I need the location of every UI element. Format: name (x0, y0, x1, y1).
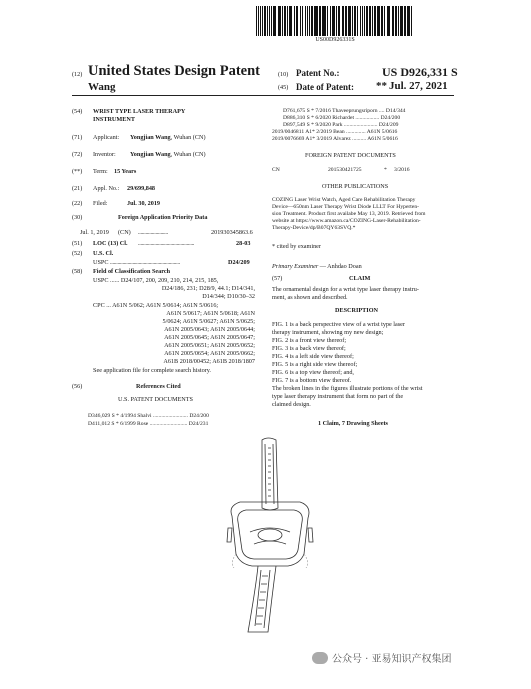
inventor-location: , Wuhan (CN) (170, 151, 206, 158)
foreign-docs-heading: FOREIGN PATENT DOCUMENTS (305, 152, 396, 159)
description-line: therapy instrument, showing my new design; (272, 329, 384, 336)
inventor-name: Yongjian Wang (130, 151, 171, 158)
inventor-value (130, 151, 206, 159)
barcode-bar (260, 6, 261, 36)
field-code-72: (72) (72, 151, 83, 158)
reference-row: D411,012 S * 6/1999 Rose ........................... D24/231 (88, 421, 209, 427)
barcode-bar (297, 6, 298, 36)
field-code-22: (22) (72, 200, 83, 207)
watermark (312, 650, 452, 665)
publication-line: COZING Laser Wrist Watch, Aged Care Rehabilitation Therapy (272, 197, 416, 203)
search-line: See application file for complete search history. (93, 367, 211, 374)
barcode-bar (336, 6, 337, 36)
search-line: CPC ... A61N 5/062; A61N 5/0614; A61N 5/0616; (93, 302, 219, 309)
foreign-date: 3/2016 (394, 167, 410, 173)
barcode-bar (408, 6, 409, 36)
uspc-label: USPC (93, 259, 109, 266)
barcode-bar (364, 6, 365, 36)
date-label: Date of Patent: (296, 82, 354, 92)
barcode-bar (256, 6, 257, 36)
publication-line: website at https://www.amazon.ca/COZING-Laser-Rehabilitation- (272, 218, 421, 224)
barcode-number: US00D926331S (315, 37, 355, 43)
barcode-bar (330, 6, 331, 36)
search-line: D24/186, 231; D28/9, 44.1; D14/341, (161, 285, 255, 292)
description-line: claimed design. (272, 401, 311, 408)
applicant-name: Yongjian Wang (130, 134, 171, 141)
other-pubs-heading: OTHER PUBLICATIONS (322, 183, 389, 190)
us-cl-label: U.S. Cl. (93, 250, 114, 257)
barcode-bar (300, 6, 301, 36)
search-line: A61N 2005/0645; A61N 2005/0647; (164, 334, 255, 341)
examiner-label: Primary Examiner (272, 263, 319, 270)
field-code-52: (52) (72, 250, 83, 257)
barcode-bar (287, 6, 288, 36)
search-line: A61N 5/0617; A61N 5/0618; A61N (166, 310, 255, 317)
barcode-bar (411, 6, 412, 36)
foreign-star: * (384, 167, 387, 173)
search-line: A61N 2005/0654; A61N 2005/0662; (164, 350, 255, 357)
barcode-bar (327, 6, 328, 36)
priority-number: 201930345863.6 (211, 229, 253, 236)
inventor-label: Inventor: (93, 151, 116, 158)
barcode-bar (282, 6, 283, 36)
barcode-bar (350, 6, 351, 36)
search-line: A61N 2005/0643; A61N 2005/0644; (164, 326, 255, 333)
field-code-term: (**) (72, 168, 83, 175)
field-code-30: (30) (72, 214, 83, 221)
claims-count: 1 Claim, 7 Drawing Sheets (318, 420, 388, 427)
field-code-58: (58) (72, 268, 83, 275)
applicant-location: , Wuhan (CN) (170, 134, 206, 141)
barcode-bar (384, 6, 385, 36)
design-title-line2: INSTRUMENT (93, 116, 135, 123)
barcode-bar (324, 6, 325, 36)
filed-value: Jul. 30, 2019 (127, 200, 161, 207)
design-title-line1: WRIST TYPE LASER THERAPY (93, 108, 186, 115)
wechat-icon (312, 652, 328, 664)
search-line: A61N 2005/0651; A61N 2005/0652; (164, 342, 255, 349)
us-docs-heading: U.S. PATENT DOCUMENTS (118, 396, 193, 403)
wrist-device-drawing (210, 436, 330, 634)
reference-row: D897,549 S * 9/2020 Park ........................ D24/209 (283, 122, 399, 128)
code-12: (12) (72, 71, 83, 78)
patent-date: Jul. 27, 2021 (389, 80, 448, 92)
patent-title: United States Design Patent (88, 63, 260, 79)
description-line: FIG. 6 is a top view thereof; and, (272, 369, 354, 376)
reference-row: D886,310 S * 6/2020 Richardet ................. D24/200 (283, 115, 401, 121)
barcode-bar (381, 6, 382, 36)
description-line: The broken lines in the figures illustrate portions of the wrist (272, 385, 423, 392)
appl-no-label: Appl. No.: (93, 185, 120, 192)
barcode-bar (378, 6, 380, 36)
publication-line: Device—650nm Laser Therapy Wrist Diode LLLT For Hyperten- (272, 204, 419, 210)
publication-line: sion Treatment. Product first availabe May 13, 2019. Retrieved from (272, 211, 426, 217)
barcode-bar (342, 6, 344, 36)
description-line: FIG. 2 is a front view thereof; (272, 337, 347, 344)
inventor-surname: Wang (88, 81, 116, 93)
appl-no-value: 29/699,848 (127, 185, 156, 192)
loc-value: 28-03 (236, 240, 251, 247)
description-line: FIG. 4 is a left side view thereof; (272, 353, 354, 360)
barcode-bar (267, 6, 268, 36)
field-code-57: (57) (272, 275, 283, 282)
claim-line: ment, as shown and described. (272, 294, 348, 301)
search-line: D14/344; D10/30–32 (202, 293, 255, 300)
barcode-bar (360, 6, 361, 36)
description-line: FIG. 5 is a right side view thereof; (272, 361, 358, 368)
barcode-bar (275, 6, 276, 36)
barcode-bar (366, 6, 367, 36)
watermark-text: 公众号 · 亚易知识产权集团 (332, 654, 452, 665)
priority-heading: Foreign Application Priority Data (118, 214, 208, 221)
barcode-bar (311, 6, 313, 36)
claim-heading: CLAIM (349, 275, 371, 282)
field-code-54: (54) (72, 108, 83, 115)
field-code-71: (71) (72, 134, 83, 141)
barcode-bar (291, 6, 292, 36)
examiner-line (272, 263, 362, 271)
foreign-country: CN (272, 167, 280, 173)
barcode-bar (362, 6, 363, 36)
barcode-bar (345, 6, 347, 36)
applicant-label: Applicant: (93, 134, 120, 141)
code-10: (10) (278, 71, 289, 78)
reference-row: 2019/0046811 A1* 2/2019 Bean .............. A61N 5/0616 (272, 129, 398, 135)
loc-label: LOC (13) Cl. (93, 240, 128, 247)
field-code-21: (21) (72, 185, 83, 192)
applicant-value (130, 134, 206, 142)
barcode-bar (396, 6, 397, 36)
search-line: A61B 2018/00452; A61B 2018/1807 (163, 358, 255, 365)
date-star: ** (376, 80, 387, 92)
description-line: type laser therapy instrument that form no part of the (272, 393, 404, 400)
term-value: 15 Years (114, 168, 137, 175)
description-line: FIG. 3 is a back view thereof; (272, 345, 346, 352)
publication-line: Therapy-Device/dp/B07QY63SVQ.* (272, 225, 356, 231)
barcode-bar (317, 6, 318, 36)
reference-row: 2019/0076669 A1* 3/2019 Alvarez .......... A61N 5/0616 (272, 136, 398, 142)
term-label: Term: (93, 168, 108, 175)
claim-line: The ornamental design for a wrist type laser therapy instru- (272, 286, 419, 293)
barcode-bar (398, 6, 399, 36)
search-line: 5/0624; A61N 5/0627; A61N 5/0625; (162, 318, 255, 325)
search-heading: Field of Classification Search (93, 268, 171, 275)
description-line: FIG. 1 is a back perspective view of a wrist type laser (272, 321, 405, 328)
barcode-bar (305, 6, 306, 36)
barcode-bar (264, 6, 265, 36)
barcode-bar (354, 6, 356, 36)
reference-row: D761,675 S * 7/2016 Thaveeprungsriporn .... D14/344 (283, 108, 406, 114)
description-line: FIG. 7 is a bottom view thereof. (272, 377, 352, 384)
foreign-number: 201530421725 (328, 167, 362, 173)
references-heading: References Cited (136, 383, 181, 390)
patent-number: US D926,331 S (382, 65, 458, 79)
field-code-56: (56) (72, 383, 83, 390)
barcode-bar (369, 6, 370, 36)
barcode (256, 6, 414, 36)
barcode-bar (319, 6, 321, 36)
code-45: (45) (278, 84, 289, 91)
barcode-bar (279, 6, 281, 36)
search-line: USPC ...... D24/107, 200, 209, 210, 214, 215, 185, (93, 277, 219, 284)
priority-date: Jul. 1, 2019 (80, 229, 109, 236)
reference-row: D346,029 S * 4/1994 Shalvi ......................... D24/200 (88, 413, 209, 419)
barcode-bar (352, 6, 353, 36)
patent-page: US00D926331S (12) United States Design Patent (10) Patent No.: US D926,331 S Wang (45) Date of Patent: ** Jul. 27, 2021 (54) WRIST TYPE LASER THERAPY INSTRUMENT (71) Applicant: Yongjian Wang, Wuhan (CN) (72) Inventor: Yongjian Wang, Wuhan (CN) (**) Term: 15 Years (21) Appl. No.: 29/699,848 (22) Filed: Jul. 30, 2019 (30) Foreign Application Priority Data Jul. 1, 2019 (CN) ........................ 201930345863.6 (51) LOC (13) Cl. ............................................. 28-03 (52) U.S. Cl. USPC ........................................................ D24/209 (58) Field of Classification Search USPC ...... D24/107, 200, 209, 210, 214, 215, 185, D24/186, 231; D28/9, 44.1; D14/341, D14/344; D10/30–32 CPC ... A61N 5/062; A61N 5/0614; A61N 5/0616; A61N 5/0617; A61N 5/0618; A61N 5/0624; A61N 5/0627; A61N 5/0625; A61N 2005/0643; A61N 2005/0644; A61N 2005/0645; A61N 2005/0647; A61N 2005/0651; A61N 2005/0652; A61N 2005/0654; A61N 2005/0662; A61B 2018/00452; A61B 2018/1807 See application file for complete search history. (56) References Cited U.S. PATENT DOCUMENTS D346,029 S * 4/1994 Shalvi ......................... D24/200 D411,012 S * 6/1999 Rose ........................... D24/231 D761,675 S * 7/2016 Thaveeprungsriporn .... D14/344 D886,310 S * 6/2020 Richardet ................. D24/200 D897,549 S * 9/2020 Park ........................ D24/209 2019/0046811 A1* 2/2019 Bean .............. A61N 5/0616 2019/0076669 A1* 3/2019 Alvarez .......... A61N 5/0616 FOREIGN PATENT DOCUMENTS CN 201530421725 * 3/2016 OTHER PUBLICATIONS COZING Laser Wrist Watch, Aged Care Rehabilitation Therapy Device—650nm Laser Therapy Wrist Diode LLLT For Hyperten- sion Treatment. Product first availabe May 13, 2019. Retrieved from website at https://www.amazon.ca/COZING-Laser-Rehabilitation- Therapy-Device/dp/B07QY63SVQ.* * cited by examiner Primary Examiner — Anhdao Doan (57) CLAIM The ornamental design for a wrist type laser therapy instru- ment, as shown and described. DESCRIPTION FIG. 1 is a back perspective view of a wrist type laser therapy instrument, showing my new design; FIG. 2 is a front view thereof; FIG. 3 is a back view thereof; FIG. 4 is a left side view thereof; FIG. 5 is a right side view thereof; FIG. 6 is a top view thereof; and, FIG. 7 is a bottom view thereof. The broken lines in the figures illustrate portions of the wrist type laser therapy instrument that form no part of the claimed design. 1 Claim, 7 Drawing Sheets 公众号 · 亚易知识产权集团 (0, 0, 531, 689)
barcode-bar (338, 6, 340, 36)
barcode-bar (262, 6, 263, 36)
filed-label: Filed: (93, 200, 108, 207)
barcode-bar (302, 6, 303, 36)
barcode-bar (372, 6, 373, 36)
barcode-bar (389, 6, 390, 36)
priority-country: (CN) (118, 229, 131, 236)
patent-no-label: Patent No.: (296, 68, 340, 78)
field-code-51: (51) (72, 240, 83, 247)
barcode-bar (309, 6, 310, 36)
uspc-value: D24/209 (228, 259, 250, 266)
header-rule (72, 95, 454, 96)
examiner-name: — Anhdao Doan (319, 263, 362, 270)
cited-by-examiner: * cited by examiner (272, 243, 321, 250)
barcode-bar (357, 6, 358, 36)
description-heading: DESCRIPTION (335, 307, 378, 314)
